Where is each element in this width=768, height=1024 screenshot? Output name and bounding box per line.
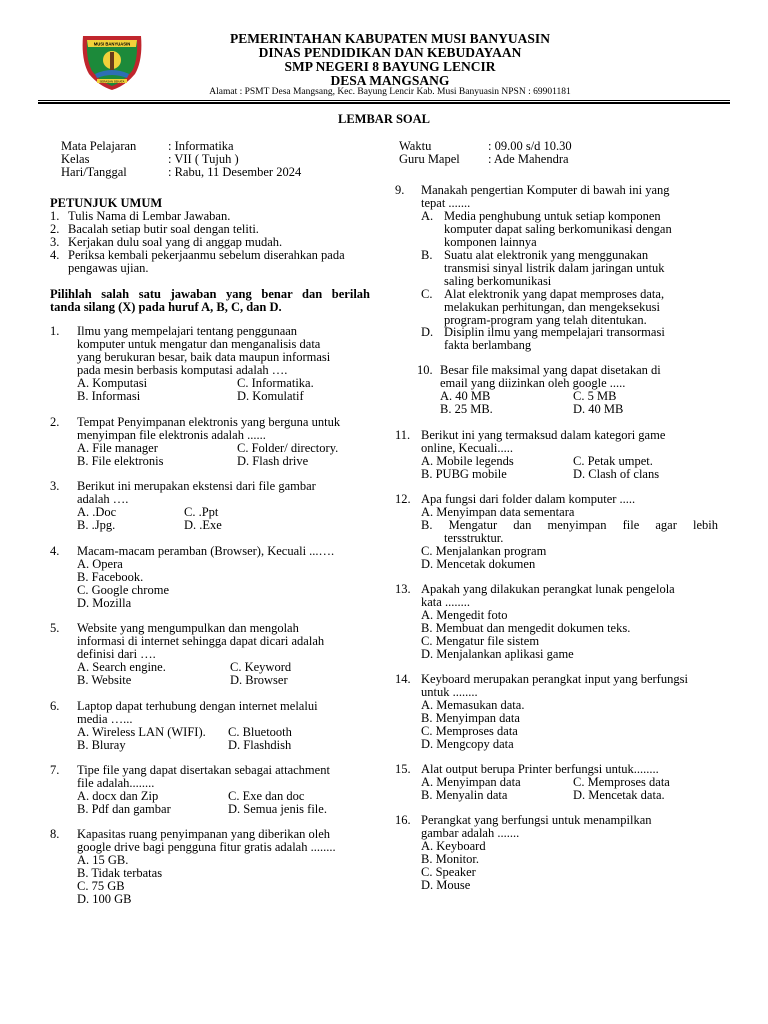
option-d[interactable]: D. Flash drive (237, 454, 309, 468)
option-d[interactable]: D. Flashdish (228, 738, 292, 752)
option-c[interactable]: Alat elektronik yang dapat memproses data, (444, 287, 665, 301)
option-c[interactable]: C. Speaker (421, 865, 476, 879)
option-a[interactable]: A. Search engine. (77, 660, 166, 674)
option-c[interactable]: C. Mengatur file sistem (421, 634, 540, 648)
option-d[interactable]: D. Menjalankan aplikasi game (421, 647, 574, 661)
option-c-letter: C. (421, 287, 433, 301)
answer-instruction-2: tanda silang (X) pada huruf A, B, C, dan D. (50, 300, 282, 314)
option-c[interactable]: C. Exe dan doc (228, 789, 305, 803)
option-b[interactable]: B. .Jpg. (77, 518, 116, 532)
option-a[interactable]: Media penghubung untuk setiap komponen (444, 209, 661, 223)
page-title: LEMBAR SOAL (337, 112, 431, 126)
option-d[interactable]: D. 40 MB (573, 402, 624, 416)
option-b[interactable]: B. Website (77, 673, 132, 687)
teacher-value: : Ade Mahendra (488, 152, 569, 166)
instruction-item: Tulis Nama di Lembar Jawaban. (68, 209, 231, 223)
date-label: Hari/Tanggal (61, 165, 127, 179)
subject-value: : Informatika (168, 139, 234, 153)
option-a[interactable]: A. Komputasi (77, 376, 148, 390)
option-c[interactable]: C. Memproses data (573, 775, 670, 789)
option-c[interactable]: C. Memproses data (421, 724, 518, 738)
date-value: : Rabu, 11 Desember 2024 (168, 165, 302, 179)
header-line-3: SMP NEGERI 8 BAYUNG LENCIR (284, 59, 496, 74)
option-d[interactable]: D. Mencetak dokumen (421, 557, 536, 571)
class-label: Kelas (61, 152, 90, 166)
subject-label: Mata Pelajaran (61, 139, 137, 153)
option-b[interactable]: B. Informasi (77, 389, 141, 403)
option-d[interactable]: D. Mengcopy data (421, 737, 514, 751)
header-line-4: DESA MANGSANG (330, 73, 450, 88)
option-d-letter: D. (421, 325, 434, 339)
option-d[interactable]: Disiplin ilmu yang mempelajari transormasi (444, 325, 665, 339)
right-column: 9. Manakah pengertian Komputer di bawah ini yang tepat ....... A. Media penghubung untuk setiap komponen komputer dapat saling berkomunikasi dengan komponen lainnya B. Suatu alat elektronik yang menggunakan transmisi sinyal listrik dalam jaringan untuk saling berkomunikasi C. Alat elektronik yang dapat memproses data, melakukan perhitungan, dan mengeksekusi program-program yang telah ditentukan. D. Disiplin ilmu yang mempelajari transormasi fakta berlambang 10. Besar file maksimal yang dapat disetakan di email yang diizinkan oleh google ..... A. 40 MB B. 25 MB. C. 5 MB D. 40 MB 11. Berikut ini yang termaksud dalam kategori game online, Kecuali..... A. Mobile legends B. PUBG mobile C. Petak umpet. D. Clash of clans 12. Apa fungsi dari folder dalam komputer ..... A. Menyimpan data sementara B. Mengatur dan menyimpan file agar lebih tersstruktur. C. Menjalankan program D. Mencetak dokumen 13. Apakah yang dilakukan perangkat lunak pengelola kata ........ A. Mengedit foto B. Membuat dan mengedit dokumen teks. C. Mengatur file sistem D. Menjalankan aplikasi game 14. Keyboard merupakan perangkat input yang berfungsi untuk ........ A. Memasukan data. B. Menyimpan data C. Memproses data D. Mengcopy data 15. Alat output berupa Printer berfungsi untuk........ A. Menyimpan data B. Menyalin data C. Memproses data D. Mencetak data. 16. Perangkat yang berfungsi untuk menampilkan gambar adalah ....... A. Keyboard B. Monitor. C. Speaker D. Mouse (395, 183, 718, 892)
class-value: : VII ( Tujuh ) (168, 152, 239, 166)
option-b[interactable]: B. Tidak terbatas (77, 866, 163, 880)
option-b-letter: B. (421, 248, 433, 262)
option-d[interactable]: D. .Exe (184, 518, 222, 532)
option-d[interactable]: D. Semua jenis file. (228, 802, 327, 816)
option-c[interactable]: C. 5 MB (573, 389, 617, 403)
option-a[interactable]: A. Menyimpan data (421, 775, 521, 789)
option-c[interactable]: C. 75 GB (77, 879, 125, 893)
option-b[interactable]: B. Monitor. (421, 852, 479, 866)
option-a[interactable]: A. 40 MB (440, 389, 491, 403)
option-a[interactable]: A. .Doc (77, 505, 117, 519)
option-a[interactable]: A. docx dan Zip (77, 789, 159, 803)
option-a[interactable]: A. File manager (77, 441, 158, 455)
option-b[interactable]: B. File elektronis (77, 454, 164, 468)
header-line-2: DINAS PENDIDIKAN DAN KEBUDAYAAN (258, 45, 522, 60)
instruction-item: Periksa kembali pekerjaanmu sebelum diserahkan pada (68, 248, 345, 262)
option-d[interactable]: D. Mozilla (77, 596, 132, 610)
option-d[interactable]: D. Komulatif (237, 389, 304, 403)
option-a[interactable]: A. 15 GB. (77, 853, 129, 867)
option-d[interactable]: D. Mencetak data. (573, 788, 665, 802)
left-column: PETUNJUK UMUM 1. Tulis Nama di Lembar Jawaban. 2. Bacalah setiap butir soal dengan teliti. 3. Kerjakan dulu soal yang di anggap mudah. 4. Periksa kembali pekerjaanmu sebelum diserahkan pada pengawas ujian. Pilihlah salah satu jawaban yang benar dan berilah tanda silang (X) pada huruf A, B, C, dan D. 1. Ilmu yang mempelajari tentang penggunaan komputer untuk mengatur dan menganalisis data yang berukuran besar, baik data maupun informasi pada mesin berbasis komputasi adalah …. A. Komputasi B. Informasi C. Informatika. D. Komulatif 2. Tempat Penyimpanan elektronis yang berguna untuk menyimpan file elektronis adalah ...... A. File manager B. File elektronis C. Folder/ directory. D. Flash drive 3. Berikut ini merupakan ekstensi dari file gambar adalah …. A. .Doc B. .Jpg. C. .Ppt D. .Exe 4. Macam-macam peramban (Browser), Kecuali ...…. A. Opera B. Facebook. C. Google chrome D. Mozilla 5. Website yang mengumpulkan dan mengolah informasi di internet sehingga dapat dicari adalah definisi dari …. A. Search engine. B. Website C. Keyword D. Browser 6. Laptop dapat terhubung dengan internet melalui media …... A. Wireless LAN (WIFI). B. Bluray C. Bluetooth D. Flashdish 7. Tipe file yang dapat disertakan sebagai attachment file adalah........ A. docx dan Zip B. Pdf dan gambar C. Exe dan doc D. Semua jenis file. 8. Kapasitas ruang penyimpanan yang diberikan oleh google drive bagi pengguna fitur gratis adalah ........ A. 15 GB. B. Tidak terbatas C. 75 GB D. 100 GB (50, 196, 370, 906)
teacher-label: Guru Mapel (399, 152, 460, 166)
instruction-item: Kerjakan dulu soal yang di anggap mudah. (68, 235, 283, 249)
option-b[interactable]: B. PUBG mobile (421, 467, 507, 481)
logo-text: MUSI BANYUASIN (93, 41, 131, 47)
option-b[interactable]: B. Menyimpan data (421, 711, 520, 725)
option-b[interactable]: B. Menyalin data (421, 788, 508, 802)
instruction-item: Bacalah setiap butir soal dengan teliti. (68, 222, 259, 236)
option-b[interactable]: B. Facebook. (77, 570, 144, 584)
option-b[interactable]: Suatu alat elektronik yang menggunakan (444, 248, 649, 262)
answer-instruction-1: Pilihlah salah satu jawaban yang benar dan berilah (50, 287, 370, 301)
option-c[interactable]: C. .Ppt (184, 505, 219, 519)
time-value: : 09.00 s/d 10.30 (488, 139, 572, 153)
instructions-heading: PETUNJUK UMUM (50, 196, 163, 210)
option-c[interactable]: C. Bluetooth (228, 725, 292, 739)
option-a[interactable]: A. Opera (77, 557, 123, 571)
option-d[interactable]: D. Browser (230, 673, 288, 687)
option-a[interactable]: A. Keyboard (421, 839, 486, 853)
option-c[interactable]: C. Google chrome (77, 583, 169, 597)
time-label: Waktu (399, 139, 432, 153)
option-c[interactable]: C. Informatika. (237, 376, 314, 390)
option-b[interactable]: B. 25 MB. (440, 402, 493, 416)
instruction-item: pengawas ujian. (68, 261, 149, 275)
option-d[interactable]: D. 100 GB (77, 892, 132, 906)
logo-motto: SERASAN SEKATA (99, 79, 125, 84)
option-b[interactable]: B. Pdf dan gambar (77, 802, 171, 816)
option-a[interactable]: A. Mengedit foto (421, 608, 508, 622)
option-d[interactable]: D. Clash of clans (573, 467, 660, 481)
option-a[interactable]: A. Menyimpan data sementara (421, 505, 575, 519)
option-c[interactable]: C. Folder/ directory. (237, 441, 339, 455)
option-a-letter: A. (421, 209, 434, 223)
option-c[interactable]: C. Menjalankan program (421, 544, 547, 558)
option-b[interactable]: B. Membuat dan mengedit dokumen teks. (421, 621, 631, 635)
option-b[interactable]: B. Mengatur dan menyimpan file agar lebih (421, 518, 718, 532)
header-line-1: PEMERINTAHAN KABUPATEN MUSI BANYUASIN (230, 31, 550, 46)
option-d[interactable]: D. Mouse (421, 878, 471, 892)
header-address: Alamat : PSMT Desa Mangsang, Kec. Bayung Lencir Kab. Musi Banyuasin NPSN : 69901181 (209, 87, 571, 97)
option-a[interactable]: A. Mobile legends (421, 454, 514, 468)
option-c[interactable]: C. Keyword (230, 660, 292, 674)
option-b[interactable]: B. Bluray (77, 738, 126, 752)
option-a[interactable]: A. Wireless LAN (WIFI). (77, 725, 206, 739)
option-a[interactable]: A. Memasukan data. (421, 698, 525, 712)
option-c[interactable]: C. Petak umpet. (573, 454, 653, 468)
